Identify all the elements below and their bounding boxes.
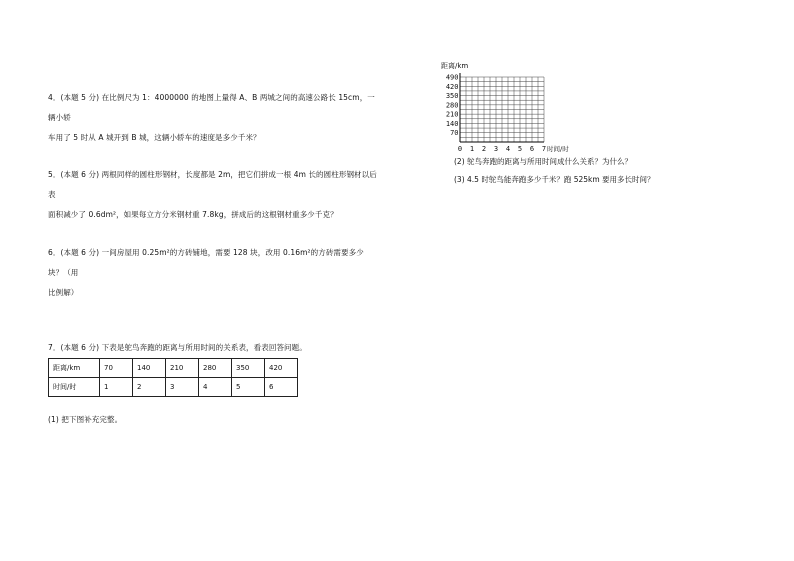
y-tick-label: 350 bbox=[445, 92, 459, 101]
x-tick-label: 4 bbox=[505, 145, 511, 153]
table-header-distance: 距离/km bbox=[49, 359, 100, 378]
x-tick-label: 5 bbox=[517, 145, 523, 153]
q7-intro: 7．(本题 6 分) 下表是鸵鸟奔跑的距离与所用时间的关系表，看表回答问题。 bbox=[48, 343, 307, 352]
table-cell: 5 bbox=[232, 378, 265, 397]
table-header-time: 时间/时 bbox=[49, 378, 100, 397]
x-tick-label: 6 bbox=[529, 145, 535, 153]
q6-line1: 6．(本题 6 分) 一间房屋用 0.25m²的方砖铺地，需要 128 块，改用 0.16m²的方砖需要多少块？（用 bbox=[48, 248, 364, 277]
q7-sub1: (1) 把下图补充完整。 bbox=[48, 415, 123, 424]
table-row-time bbox=[49, 378, 298, 397]
table-cell: 280 bbox=[199, 359, 232, 378]
distance-time-grid-chart bbox=[440, 60, 569, 155]
y-tick-label: 210 bbox=[445, 110, 459, 119]
question-7 bbox=[48, 338, 378, 358]
y-tick-label: 420 bbox=[445, 82, 459, 91]
table-cell: 3 bbox=[166, 378, 199, 397]
y-tick-label: 280 bbox=[445, 101, 459, 110]
table-cell: 140 bbox=[133, 359, 166, 378]
y-tick-label: 490 bbox=[445, 73, 459, 82]
x-tick-label: 7 bbox=[541, 145, 547, 153]
table-cell: 350 bbox=[232, 359, 265, 378]
table-cell: 4 bbox=[199, 378, 232, 397]
x-axis-title: 时间/时 bbox=[547, 145, 569, 153]
x-tick-label: 2 bbox=[481, 145, 487, 153]
y-axis-title: 距离/km bbox=[441, 62, 469, 70]
table-cell: 210 bbox=[166, 359, 199, 378]
table-cell: 2 bbox=[133, 378, 166, 397]
y-tick-label: 140 bbox=[445, 119, 459, 128]
x-tick-label: 0 bbox=[457, 145, 463, 153]
table-row-distance bbox=[49, 359, 298, 378]
table-cell: 1 bbox=[100, 378, 133, 397]
question-4 bbox=[48, 88, 378, 148]
question-7-part-1 bbox=[48, 410, 122, 430]
y-tick-label: 70 bbox=[450, 129, 459, 138]
x-tick-label: 1 bbox=[469, 145, 475, 153]
table-cell: 6 bbox=[265, 378, 298, 397]
question-6 bbox=[48, 243, 378, 303]
question-5 bbox=[48, 165, 378, 225]
q4-line2: 车用了 5 时从 A 城开到 B 城，这辆小轿车的速度是多少千米？ bbox=[48, 133, 261, 142]
question-7-parts-2-3 bbox=[454, 153, 655, 189]
q6-line2: 比例解） bbox=[48, 288, 79, 297]
q7-sub2: (2) 鸵鸟奔跑的距离与所用时间成什么关系？为什么？ bbox=[454, 157, 633, 166]
table-cell: 70 bbox=[100, 359, 133, 378]
q7-sub3: (3) 4.5 时鸵鸟能奔跑多少千米？跑 525km 要用多长时间？ bbox=[454, 175, 655, 184]
q4-line1: 4．(本题 5 分) 在比例尺为 1：4000000 的地图上量得 A、B 两城之间的高速公路长 15cm，一辆小轿 bbox=[48, 93, 375, 122]
chart-grid bbox=[460, 77, 544, 142]
distance-time-table bbox=[48, 358, 298, 397]
x-tick-label: 3 bbox=[493, 145, 499, 153]
table-cell: 420 bbox=[265, 359, 298, 378]
q5-line2: 面积减少了 0.6dm²，如果每立方分米钢材重 7.8kg，拼成后的这根钢材重多少千克？ bbox=[48, 210, 338, 219]
q5-line1: 5．(本题 6 分) 两根同样的圆柱形钢材，长度都是 2m，把它们拼成一根 4m 长的圆柱形钢材以后表 bbox=[48, 170, 377, 199]
